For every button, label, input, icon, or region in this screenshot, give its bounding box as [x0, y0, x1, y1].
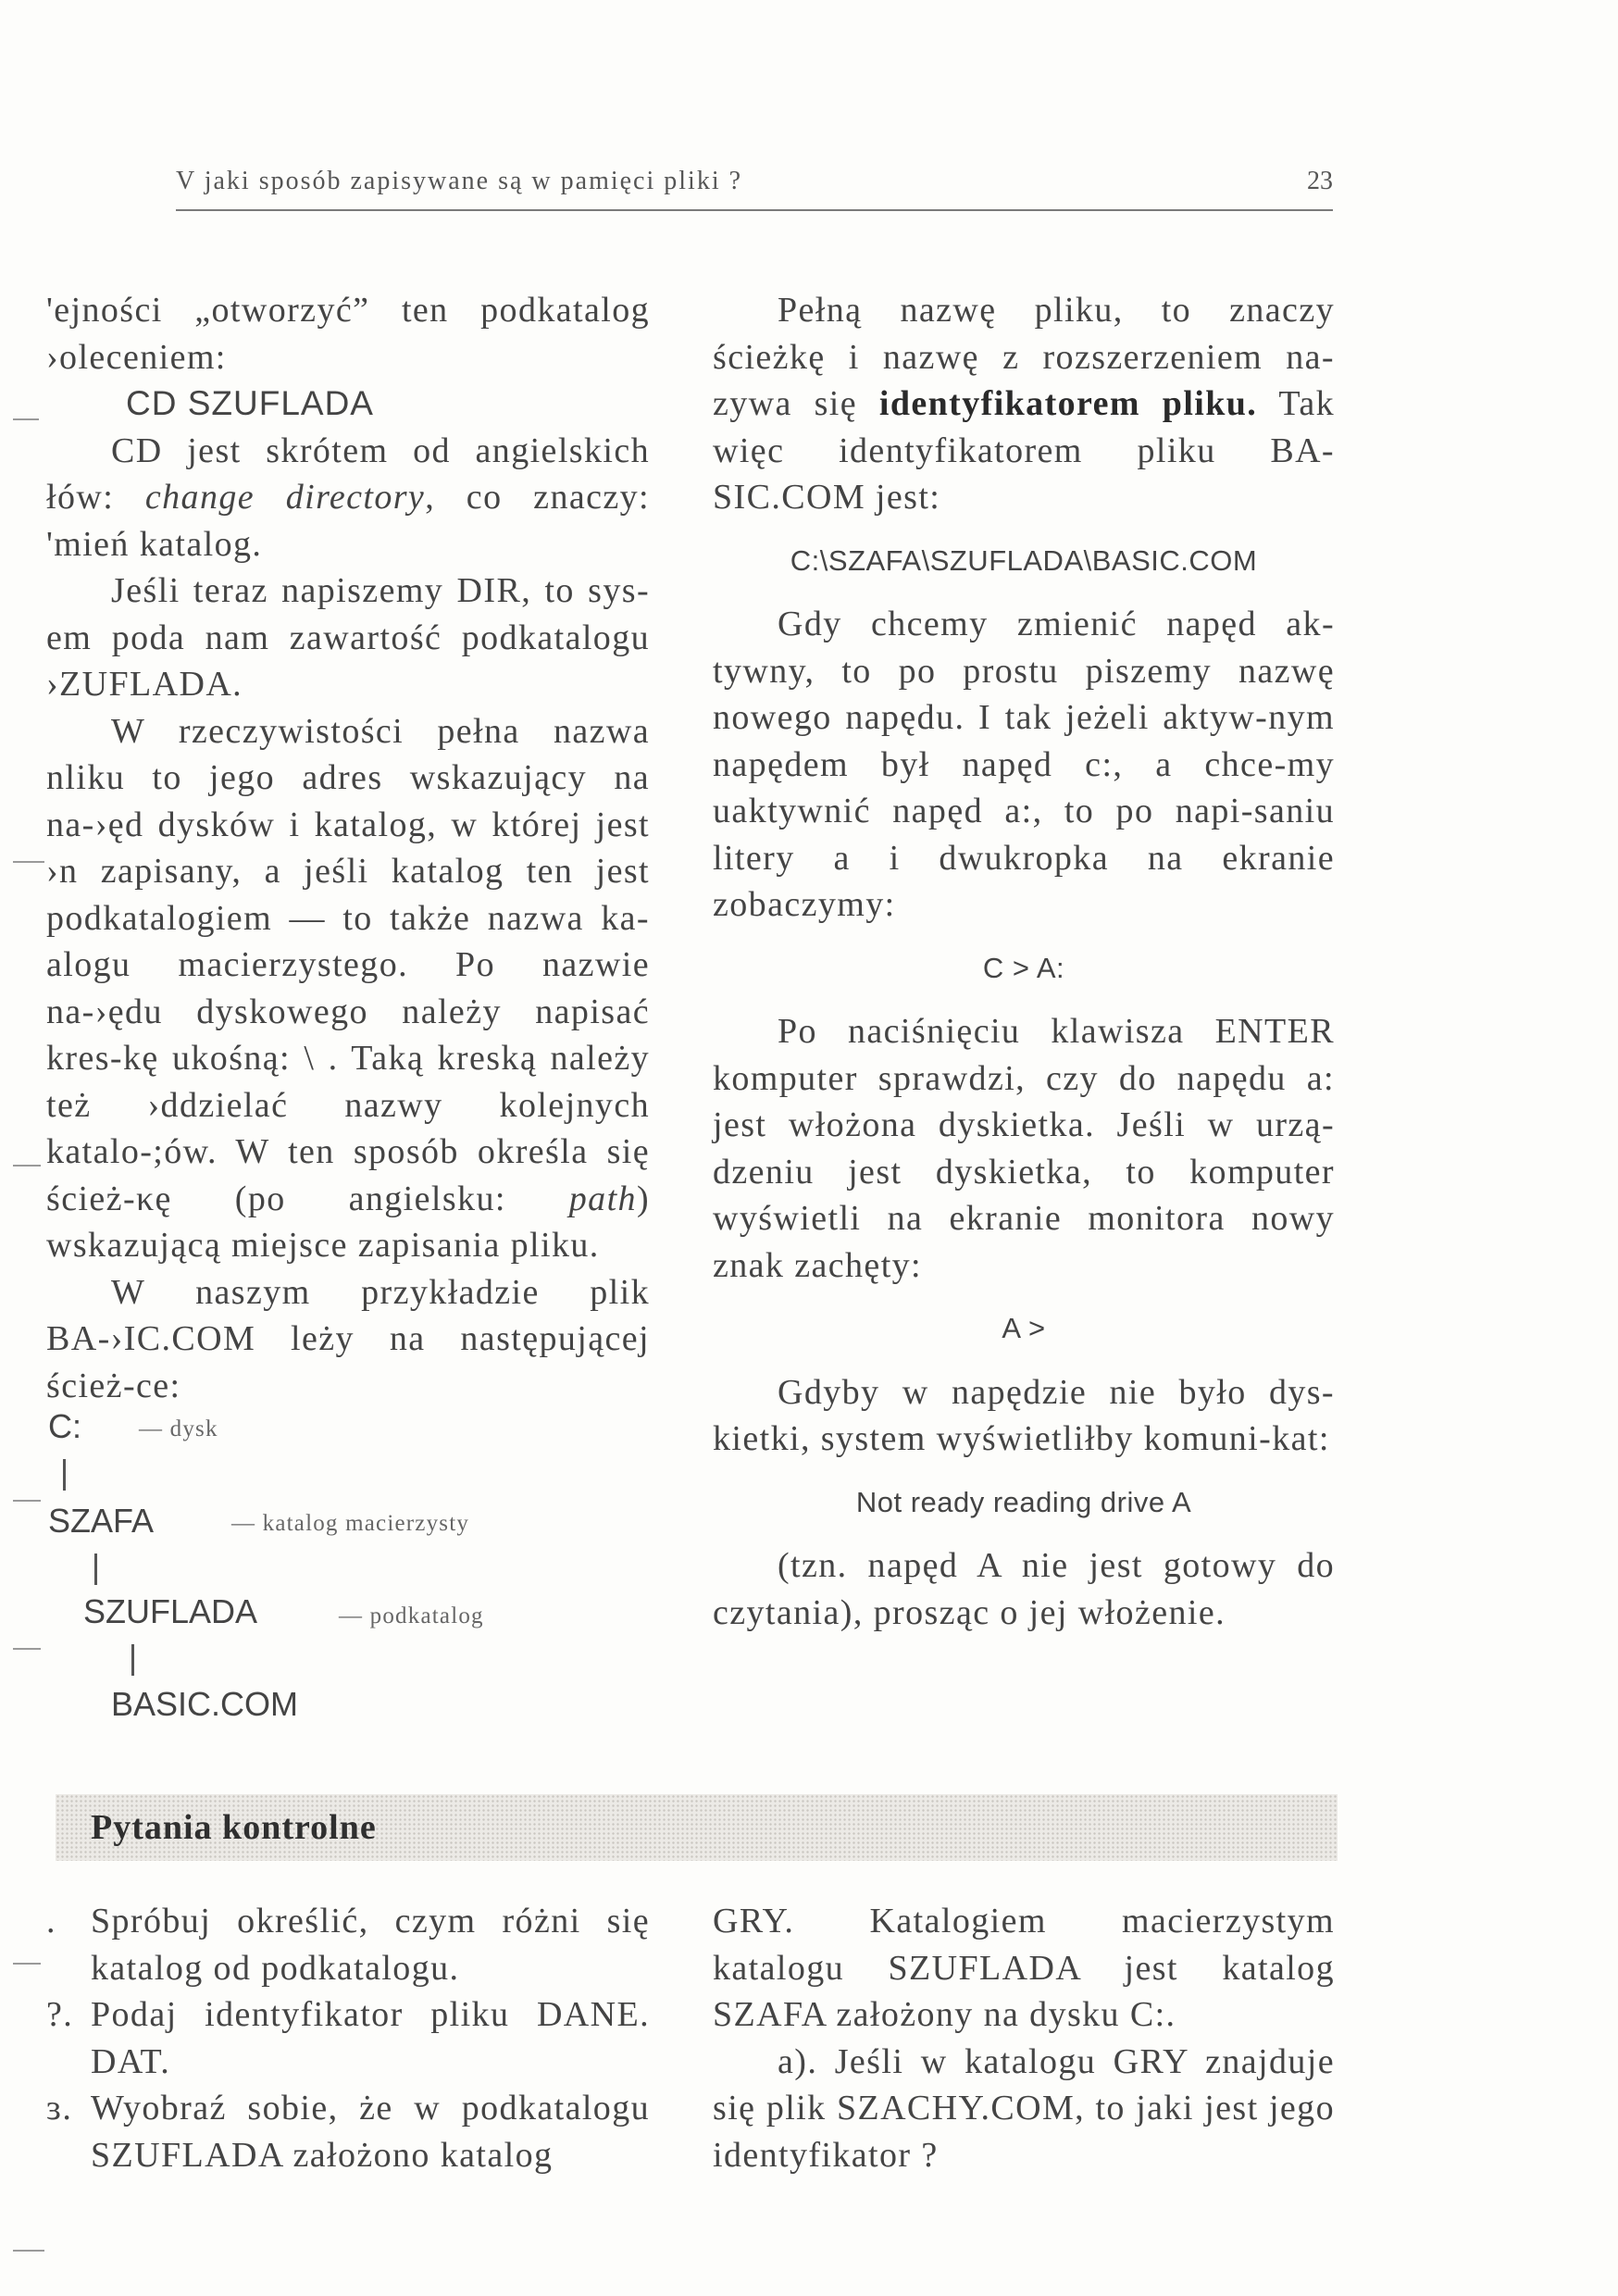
tree-subfolder: SZUFLADA	[83, 1592, 258, 1630]
tree-drive: C:	[48, 1407, 81, 1445]
questions-left	[46, 1898, 650, 2178]
identifier-term: identyfikatorem pliku.	[878, 384, 1258, 423]
question-3-number: ɜ.	[46, 2089, 73, 2128]
tree-folder: SZAFA	[48, 1502, 155, 1540]
tree-connector	[94, 1554, 97, 1585]
tree-subfolder-note: — podkatalog	[339, 1603, 484, 1628]
path-tree-diagram	[0, 1407, 648, 1759]
left-paragraph-2: CD jest skrótem od angielskich łów: change directory, co znaczy: 'mień katalog.	[46, 430, 651, 564]
right-paragraph-4: Gdyby w napędzie nie było dys-kietki, system wyświetliłby komuni-kat:	[713, 1372, 1335, 1458]
question-2: ?. Podaj identyfikator pliku DANE. DAT.	[46, 1991, 650, 2085]
questions-right	[713, 1898, 1335, 2178]
right-paragraph-3: Po naciśnięciu klawisza ENTER komputer sprawdzi, czy do napędu a: jest włożona dyskietka. Jeśli w urzą-dzeniu jest dyskietka, to komputer wyświetli na ekranie monitora nowy znak zachęty:	[713, 1012, 1335, 1285]
left-paragraph-4: W rzeczywistości pełna nazwa nliku to jego adres wskazujący na na-›ęd dysków i katalog, w której jest ›n zapisany, a jeśli katalog ten jest podkatalogiem — to także nazwa ka-alogu macierzystego. Po nazwie na-›ędu dyskowego należy napisać kres-kę ukośną: \ . Taką kreską należy też ›ddzielać nazwy kolejnych katalo-;ów. W ten sposób określa się ścież-κę (po angielsku: path) wskazującą miejsce zapisania pliku.	[46, 711, 650, 1265]
right-paragraph-2: Gdy chcemy zmienić napęd ak-tywny, to po prostu piszemy nazwę nowego napędu. I tak jeżeli aktyw-nym napędem był napęd c:, a chce-my uaktywnić napęd a:, to po napi-saniu litery a i dwukropka na ekranie zobaczymy:	[713, 605, 1335, 924]
code-new-prompt: A >	[1002, 1312, 1046, 1344]
right-column	[713, 287, 1335, 1636]
question-1-number: .	[46, 1902, 56, 1940]
header-title: V jaki sposób zapisywane są w pamięci pliki ?	[176, 167, 743, 195]
margin-mark	[13, 1500, 41, 1502]
question-2-number: ?.	[46, 1995, 74, 2034]
section-band	[56, 1794, 1338, 1861]
tree-connector	[131, 1644, 134, 1676]
tree-folder-note: — katalog macierzysty	[231, 1511, 470, 1536]
question-1: . Spróbuj określić, czym różni się katalog od podkatalogu.	[46, 1898, 650, 1991]
change-directory-term: change directory	[144, 478, 426, 517]
question-3-continued: GRY. Katalogiem macierzystym katalogu SZUFLADA jest katalog SZAFA założony na dysku C:.	[713, 1902, 1335, 2034]
margin-mark	[13, 1963, 41, 1965]
tree-connector	[63, 1459, 66, 1491]
code-error-message: Not ready reading drive A	[855, 1485, 1192, 1518]
margin-mark	[13, 861, 44, 863]
left-column	[46, 287, 650, 1409]
margin-mark	[13, 418, 39, 420]
left-paragraph-3: Jeśli teraz napiszemy DIR, to sys-em poda nam zawartość podkatalogu ›ZUFLADA.	[46, 571, 650, 704]
section-title: Pytania kontrolne	[91, 1808, 377, 1847]
margin-mark	[13, 1648, 41, 1650]
margin-mark	[13, 2250, 44, 2252]
code-change-drive: C > A:	[982, 951, 1065, 984]
running-header	[176, 154, 1333, 211]
code-full-path: C:\SZAFA\SZUFLADA\BASIC.COM	[790, 543, 1258, 577]
question-3a: a). Jeśli w katalogu GRY znajduje się plik SZACHY.COM, to jaki jest jego identyfikator ?	[713, 2041, 1335, 2175]
tree-drive-note: — dysk	[139, 1416, 218, 1441]
left-paragraph-5: W naszym przykładzie plik BA-›IC.COM leży na następującej ścież-ce:	[46, 1272, 650, 1405]
left-paragraph-1: 'ejności „otworzyć” ten podkatalog ›oleceniem:	[46, 291, 650, 377]
cd-command: CD SZUFLADA	[126, 384, 374, 422]
question-3: ɜ. Wyobraź sobie, że w podkatalogu SZUFLADA założono katalog	[46, 2085, 650, 2178]
page-number: 23	[1307, 167, 1333, 195]
right-paragraph-5: (tzn. napęd A nie jest gotowy do czytania), prosząc o jej włożenie.	[713, 1546, 1335, 1632]
tree-file: BASIC.COM	[111, 1685, 299, 1723]
margin-mark	[13, 1165, 41, 1167]
right-paragraph-1: Pełną nazwę pliku, to znaczy ścieżkę i nazwę z rozszerzeniem na-zywa się identyfikatorem pliku. Tak więc identyfikatorem pliku BA-SIC.COM jest:	[713, 291, 1335, 517]
path-term: path	[568, 1179, 637, 1218]
